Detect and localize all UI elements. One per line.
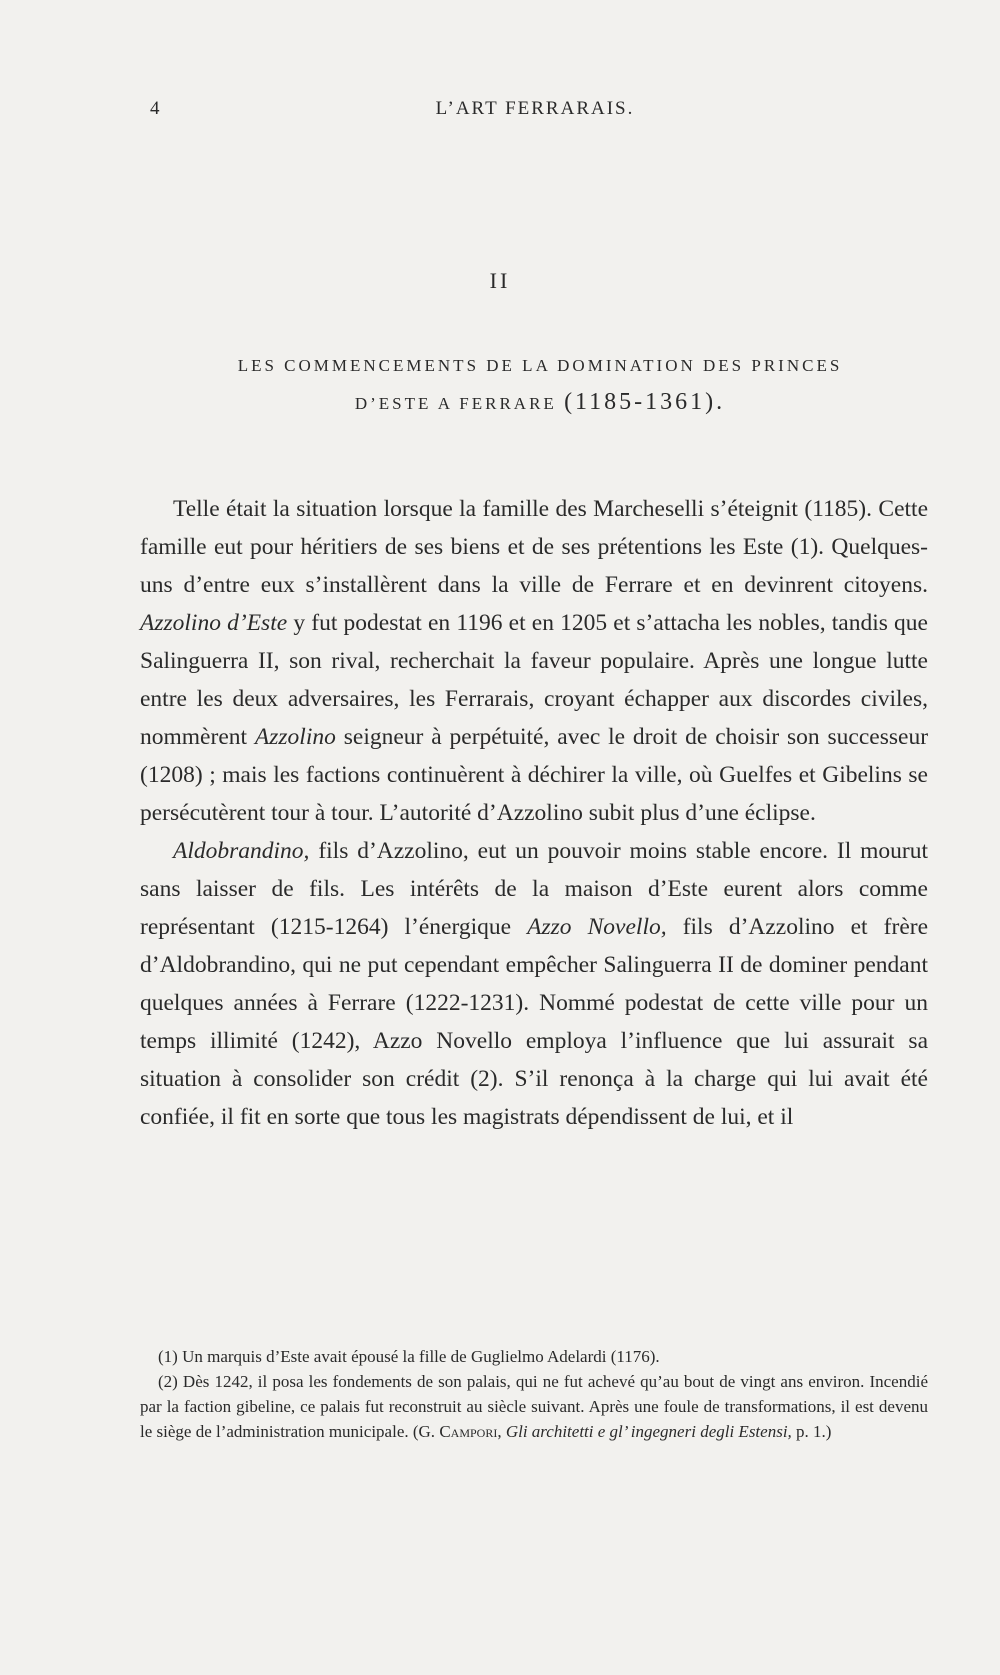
paragraph-1-text-a: Telle était la situation lorsque la famille des Marcheselli s’éteignit (1185). Cette famille eut pour héritiers de ses biens et de ses prétentions les Este (1). Quelques-uns d’entre eux s’installèrent dans la ville de Ferrare et en devinrent citoyens. [140,496,928,598]
paragraph-1-text-b: y fut podestat en 1196 et en 1205 et s’attacha les nobles, tandis que Salinguerra II, son rival, recherchait la faveur populaire. Après une longue lutte entre les deux adversaires, les Ferrarais, croyant échapper aux discordes civiles, nommèrent [140,610,928,750]
footnote-2-work: Gli architetti e gl’ ingegneri degli Estensi, [505,1422,792,1441]
footnote-2-text: (2) Dès 1242, il posa les fondements de son palais, qui ne fut achevé qu’au bout de vingt ans environ. Incendié par la faction gibeline, ce palais fut reconstruit au siècle suivant. Après une foule de transformations, il est devenu le siège de l’administration municipale. (G. [140,1372,928,1441]
section-title-line-1: LES COMMENCEMENTS DE LA DOMINATION DES PRINCES [237,356,843,375]
section-title-line-2 [170,384,910,422]
footnote-2-page: p. 1.) [796,1422,832,1441]
footnote-1: (1) Un marquis d’Este avait épousé la fille de Guglielmo Adelardi (1176). [158,1347,660,1366]
name-azzolino-deste: Azzolino d’Este [140,610,288,636]
section-title-place: D’ESTE A FERRARE [354,394,557,413]
paragraph-1 [140,490,928,832]
name-azzolino: Azzolino [254,724,336,750]
paragraph-2-text-a: fils d’Azzolino, eut un pouvoir moins stable encore. Il mourut sans laisser de fils. Les intérêts de la maison d’Este eurent alors comme représentant (1215-1264) l’énergique [140,838,929,940]
body-text [140,490,928,1136]
name-azzo-novello: Azzo Novello, [527,914,667,940]
section-number: II [489,268,511,293]
paragraph-2 [140,832,928,1136]
footnote-2 [140,1369,928,1444]
page-number: 4 [150,98,162,119]
section-title-dates: (1185-1361). [564,389,726,415]
paragraph-1-text-c: seigneur à perpétuité, avec le droit de choisir son successeur (1208) ; mais les factions continuèrent à déchirer la ville, où Guelfes et Gibelins se persécutèrent tour à tour. L’autorité d’Azzolino subit plus d’une éclipse. [140,724,929,826]
footnote-2-author: Campori, [439,1422,502,1441]
name-aldobrandino: Aldobrandino, [173,838,310,864]
paragraph-2-text-b: fils d’Azzolino et frère d’Aldobrandino, qui ne put cependant empêcher Salinguerra II de dominer pendant quelques années à Ferrare (1222-1231). Nommé podestat de cette ville pour un temps illimité (1242), Azzo Novello employa l’influence que lui assurait sa situation à consolider son crédit (2). S’il renonça à la charge qui lui avait été confiée, il fit en sorte que tous les magistrats dépendissent de lui, et il [140,914,929,1130]
section-title [170,348,910,422]
footnotes [140,1344,928,1444]
running-title: L’ART FERRARAIS. [435,98,635,119]
